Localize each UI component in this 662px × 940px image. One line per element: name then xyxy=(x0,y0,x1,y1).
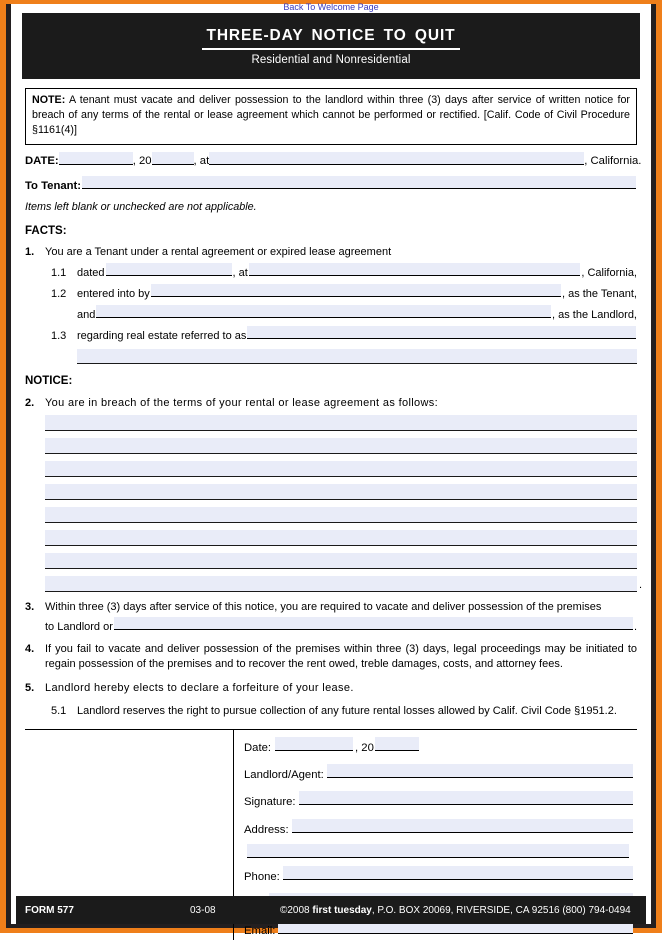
breach-line[interactable] xyxy=(45,461,637,477)
fact-item-1-2 xyxy=(51,284,637,302)
fact-item-1-3-label: regarding real estate referred to as xyxy=(77,329,247,342)
notice-item-3-period: . xyxy=(633,620,637,633)
deliver-to-input[interactable] xyxy=(114,617,633,630)
breach-line[interactable] xyxy=(45,576,637,592)
notice-item-4-number: 4. xyxy=(25,643,35,656)
fact-item-1-3-number: 1.3 xyxy=(51,329,67,342)
signature-date-year-prefix: , 20 xyxy=(355,741,374,754)
notice-item-5-number: 5. xyxy=(25,682,35,695)
notice-item-3-number: 3. xyxy=(25,600,35,613)
page-subtitle: Residential and Nonresidential xyxy=(251,54,411,66)
fact-item-1-2-tail: , as the Tenant, xyxy=(561,287,637,300)
signature-phone-label: Phone: xyxy=(244,870,280,883)
notice-item-2 xyxy=(25,396,637,411)
signature-signature-input[interactable] xyxy=(299,791,634,805)
signature-date-row xyxy=(244,737,633,756)
notice-item-5-text: Landlord hereby elects to declare a forfeiture of your lease. xyxy=(45,682,354,695)
breach-line[interactable] xyxy=(45,415,637,431)
breach-description-lines xyxy=(25,415,637,592)
to-tenant-input[interactable] xyxy=(82,176,636,189)
fact-item-1-2-and-label: and xyxy=(77,308,96,321)
footer-revision-date: 03-08 xyxy=(190,904,216,916)
date-year-prefix: , 20 xyxy=(132,154,152,167)
date-city-input[interactable] xyxy=(209,152,584,165)
page-title: THREE-DAY NOTICE TO QUIT xyxy=(202,27,459,50)
date-year-input[interactable] xyxy=(152,152,194,165)
note-text: A tenant must vacate and deliver possession to the landlord within three (3) days after service of written notice for breach of any terms of the rental or lease agreement which cannot be performed or rectified. [Calif. Code of Civil Procedure §1161(4)] xyxy=(32,94,630,137)
agreement-city-input[interactable] xyxy=(249,263,581,276)
agreement-date-input[interactable] xyxy=(106,263,232,276)
fact-item-1-2-label: entered into by xyxy=(77,287,150,300)
landlord-name-input[interactable] xyxy=(96,305,551,318)
notice-heading: NOTICE: xyxy=(25,375,73,388)
signature-address-row xyxy=(244,819,633,838)
signature-landlord-row xyxy=(244,764,633,783)
signature-address-label: Address: xyxy=(244,823,289,836)
note-label: NOTE: xyxy=(32,94,66,106)
notice-item-5-1 xyxy=(25,704,637,719)
note-box xyxy=(25,88,637,145)
notice-item-2-number: 2. xyxy=(25,396,35,409)
fact-item-1-1-tail: , California, xyxy=(581,266,637,279)
signature-date-year-input[interactable] xyxy=(375,737,419,751)
real-estate-input[interactable] xyxy=(247,326,636,339)
breach-line[interactable] xyxy=(45,484,637,500)
tenant-name-input[interactable] xyxy=(151,284,561,297)
signature-signature-row xyxy=(244,791,633,810)
breach-line[interactable] xyxy=(45,438,637,454)
breach-line[interactable] xyxy=(45,530,637,546)
form-sheet xyxy=(16,8,646,938)
fact-item-1-3 xyxy=(51,326,637,344)
notice-item-5 xyxy=(25,681,637,696)
signature-phone-input[interactable] xyxy=(283,866,633,880)
signature-address-input[interactable] xyxy=(292,819,633,833)
back-to-welcome-link[interactable]: Back To Welcome Page xyxy=(283,2,379,12)
footer-copyright-post: , P.O. BOX 20069, RIVERSIDE, CA 92516 (800) 794-0494 xyxy=(371,904,631,916)
signature-date-label: Date: xyxy=(244,741,272,754)
fact-item-1-1-label: dated xyxy=(77,266,105,279)
facts-heading: FACTS: xyxy=(25,224,67,237)
signature-phone-row xyxy=(244,866,633,885)
to-tenant-label: To Tenant: xyxy=(25,179,82,192)
date-day-input[interactable] xyxy=(59,152,133,165)
signature-date-input[interactable] xyxy=(275,737,353,751)
blank-items-notice: Items left blank or unchecked are not applicable. xyxy=(25,201,257,214)
notice-item-3-tail-label: to Landlord or xyxy=(45,620,113,633)
date-at-label: , at xyxy=(193,154,210,167)
fact-item-1-1-mid: , at xyxy=(232,266,248,279)
notice-item-4-text: If you fail to vacate and deliver possession of the premises within three (3) days, legal proceedings may be initiated to regain possession of the premises and to recover the rent owed, treble damages, costs, and attorney fees. xyxy=(45,643,637,671)
fact-subitems xyxy=(25,263,637,364)
footer-form-number: FORM 577 xyxy=(25,904,74,916)
breach-line[interactable] xyxy=(45,553,637,569)
notice-item-2-text: You are in breach of the terms of your rental or lease agreement as follows: xyxy=(45,396,439,409)
signature-signature-label: Signature: xyxy=(244,796,296,809)
footer-brand: first tuesday xyxy=(312,904,372,916)
form-content xyxy=(16,88,646,940)
signature-address-input-line2[interactable] xyxy=(247,844,629,858)
fact-item-1-1-number: 1.1 xyxy=(51,266,67,279)
fact-item-1-2-and xyxy=(51,305,637,323)
signature-landlord-input[interactable] xyxy=(327,764,633,778)
fact-item-1-2-and-tail: , as the Landlord, xyxy=(551,308,637,321)
date-label: DATE: xyxy=(25,154,59,167)
form-footer xyxy=(16,896,646,924)
document-frame-inner xyxy=(6,2,656,938)
notice-item-4 xyxy=(25,642,637,672)
real-estate-input-line2[interactable] xyxy=(77,349,637,364)
signature-email-label: Email: xyxy=(244,925,276,938)
fact-item-1 xyxy=(25,245,637,260)
fact-item-1-2-number: 1.2 xyxy=(51,287,67,300)
back-to-welcome-strip xyxy=(11,0,651,12)
notice-item-3-body xyxy=(45,600,637,635)
footer-copyright-pre: ©2008 xyxy=(280,904,313,916)
breach-line[interactable] xyxy=(45,507,637,523)
fact-item-1-number: 1. xyxy=(25,246,35,259)
notice-item-3 xyxy=(25,600,637,635)
notice-item-5-1-number: 5.1 xyxy=(51,704,67,717)
header-banner xyxy=(22,13,640,79)
footer-copyright xyxy=(280,905,637,916)
notice-item-3-text: Within three (3) days after service of this notice, you are required to vacate and deliver possession of the premises xyxy=(45,600,602,613)
to-tenant-row xyxy=(25,176,637,194)
fact-item-1-text: You are a Tenant under a rental agreement or expired lease agreement xyxy=(45,246,392,259)
date-row xyxy=(25,152,642,169)
signature-landlord-label: Landlord/Agent: xyxy=(244,769,324,782)
fact-item-1-1 xyxy=(51,263,637,281)
notice-item-3-fill-row xyxy=(45,617,637,635)
date-state-label: , California. xyxy=(584,154,642,167)
notice-item-5-1-text: Landlord reserves the right to pursue collection of any future rental losses allowed by Calif. Civil Code §1951.2. xyxy=(77,704,617,717)
